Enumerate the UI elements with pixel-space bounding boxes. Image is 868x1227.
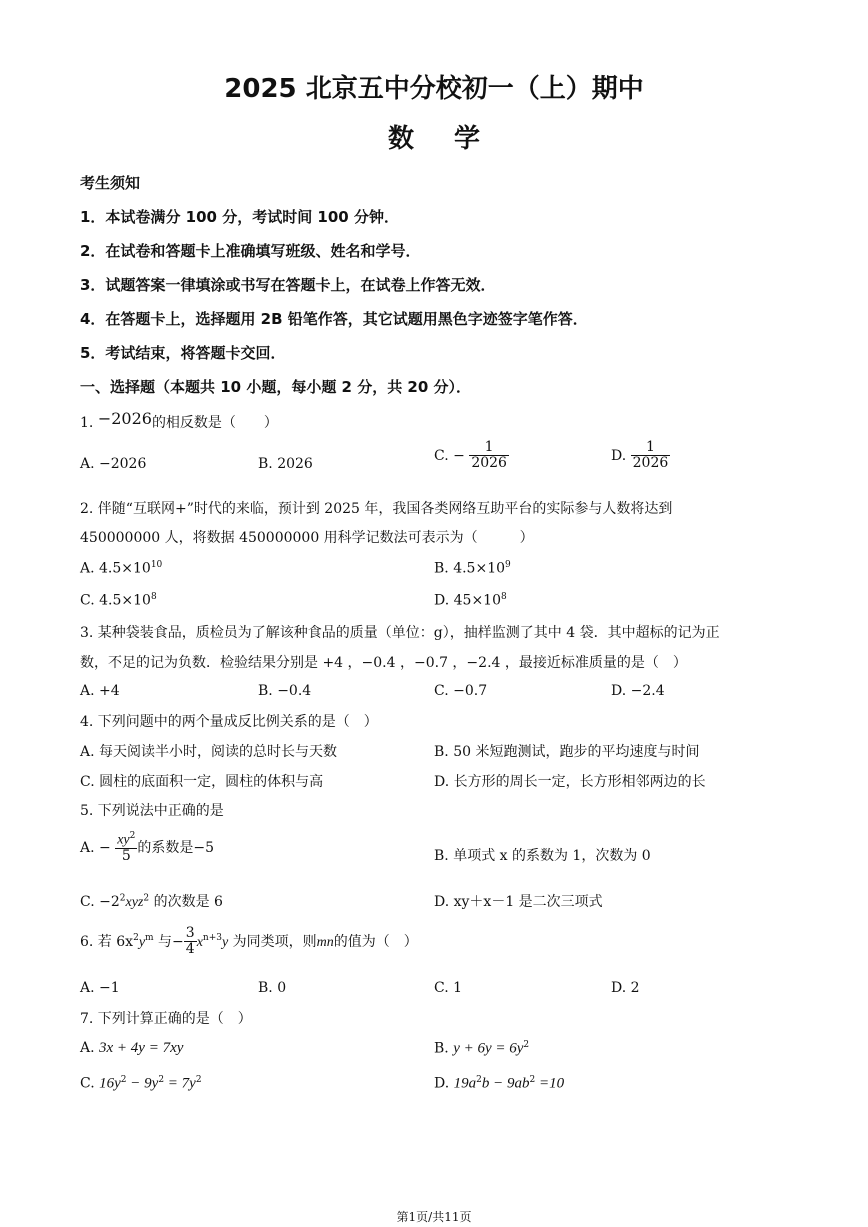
exponent: 2 bbox=[529, 1075, 536, 1085]
denominator: 2026 bbox=[471, 455, 507, 472]
option-label: C. bbox=[80, 592, 95, 609]
option-label: B. bbox=[434, 560, 449, 577]
question-1-stem bbox=[80, 409, 278, 432]
math-expr: 4.5×10 bbox=[99, 592, 151, 609]
notice-item: 1．本试卷满分 100 分，考试时间 100 分钟． bbox=[80, 208, 399, 226]
exponent: 10 bbox=[150, 560, 163, 570]
math-expr: y + 6y = 6y bbox=[453, 1040, 524, 1057]
option-text: 的次数是 6 bbox=[153, 894, 223, 910]
option-a bbox=[80, 560, 162, 577]
exponent: 2 bbox=[523, 1040, 530, 1050]
question-3-line1: 3. 某种袋装食品，质检员为了解该种食品的质量（单位：g），抽样监测了其中 4 袋．其中超标的记为正 bbox=[80, 625, 720, 641]
question-text: 与 bbox=[158, 933, 173, 950]
numerator: 1 bbox=[469, 440, 509, 456]
variable: mn bbox=[316, 934, 334, 950]
question-3-line2: 数，不足的记为负数．检验结果分别是 +4 ，−0.4 ，−0.7 ，−2.4 ，最接近标准质量的是（ ） bbox=[80, 655, 687, 671]
option-text: 的系数是−5 bbox=[137, 840, 215, 857]
fraction bbox=[115, 832, 137, 864]
question-number: 1. bbox=[80, 415, 94, 431]
option-a: A. +4 bbox=[80, 683, 120, 699]
option-d: D. 2 bbox=[611, 980, 640, 996]
exponent: 2 bbox=[143, 893, 150, 904]
notice-item: 5．考试结束，将答题卡交回． bbox=[80, 344, 286, 362]
option-label: C. bbox=[434, 447, 449, 464]
question-text: 为同类项，则 bbox=[232, 933, 317, 950]
option-d: D. −2.4 bbox=[611, 683, 665, 699]
option-c bbox=[434, 440, 509, 472]
option-d: D. xy＋x－1 是二次三项式 bbox=[434, 894, 603, 910]
math-expr: b − 9ab bbox=[481, 1075, 530, 1092]
question-4-stem: 4. 下列问题中的两个量成反比例关系的是（ ） bbox=[80, 714, 378, 730]
option-label: D. bbox=[611, 447, 627, 464]
option-label: D. bbox=[434, 1075, 450, 1092]
numerator: 3 bbox=[185, 925, 195, 941]
notice-item: 3．试题答案一律填涂或书写在答题卡上，在试卷上作答无效． bbox=[80, 276, 496, 294]
exponent: 2 bbox=[133, 933, 139, 944]
question-text: 的值为（ ） bbox=[333, 933, 418, 950]
option-label: B. bbox=[434, 1040, 449, 1057]
math-expr: 19a bbox=[453, 1075, 477, 1092]
math-expr: 4.5×10 bbox=[99, 560, 151, 577]
exponent: 2 bbox=[158, 1075, 165, 1085]
exponent: 8 bbox=[501, 592, 507, 602]
exponent: 2 bbox=[195, 1075, 202, 1085]
math-sign: − bbox=[453, 447, 465, 464]
exponent: 2 bbox=[476, 1075, 482, 1085]
question-2-line2: 450000000 人，将数据 450000000 用科学记数法可表示为（ ） bbox=[80, 530, 534, 546]
option-c: C. 圆柱的底面积一定，圆柱的体积与高 bbox=[80, 774, 324, 790]
option-a: A. −1 bbox=[80, 980, 120, 996]
option-b: B. −0.4 bbox=[258, 683, 312, 699]
exponent: 2 bbox=[119, 893, 126, 904]
question-text: 6. 若 bbox=[80, 933, 112, 950]
variable: xy bbox=[117, 832, 130, 848]
option-b: B. 0 bbox=[258, 980, 287, 996]
variable: x bbox=[196, 934, 203, 950]
option-label: A. bbox=[80, 840, 95, 857]
question-6-stem bbox=[80, 926, 418, 958]
question-7-stem: 7. 下列计算正确的是（ ） bbox=[80, 1011, 252, 1027]
math-expr: = 7y bbox=[164, 1075, 196, 1092]
option-b bbox=[434, 1040, 529, 1058]
notice-item: 2．在试卷和答题卡上准确填写班级、姓名和学号． bbox=[80, 242, 421, 260]
math-expr: 4.5×10 bbox=[453, 560, 506, 577]
option-a bbox=[80, 1040, 183, 1057]
option-a: A. −2026 bbox=[80, 456, 147, 472]
exponent: 2 bbox=[129, 831, 136, 841]
option-d bbox=[434, 592, 507, 609]
option-a bbox=[80, 832, 214, 864]
option-label: C. bbox=[80, 894, 95, 910]
option-c bbox=[80, 592, 157, 609]
math-coef: −2 bbox=[99, 894, 120, 910]
numerator bbox=[115, 832, 137, 849]
exam-title: 2025 北京五中分校初一（上）期中 bbox=[224, 74, 644, 104]
option-b: B. 2026 bbox=[258, 456, 313, 472]
fraction bbox=[631, 440, 671, 472]
subject-title: 数学 bbox=[387, 124, 520, 154]
variable: y bbox=[138, 934, 146, 950]
variable: xyz bbox=[125, 895, 144, 910]
option-d bbox=[434, 1075, 564, 1093]
option-d bbox=[611, 440, 670, 472]
option-c bbox=[80, 1075, 202, 1093]
question-text: 的相反数是（ ） bbox=[151, 415, 278, 431]
option-label: A. bbox=[80, 1040, 95, 1056]
option-b: B. 50 米短跑测试，跑步的平均速度与时间 bbox=[434, 744, 700, 760]
option-label: D. bbox=[434, 592, 450, 609]
math-expr: =10 bbox=[535, 1075, 565, 1092]
math-sign: − bbox=[99, 840, 111, 857]
fraction bbox=[184, 926, 197, 958]
exponent: n+3 bbox=[202, 933, 222, 944]
math-expr: 45×10 bbox=[453, 592, 501, 609]
denominator: 4 bbox=[185, 941, 195, 958]
exponent: 2 bbox=[120, 1075, 127, 1085]
math-expr: − 9y bbox=[126, 1075, 159, 1092]
option-label: C. bbox=[80, 1075, 95, 1092]
math-sign: − bbox=[172, 933, 184, 950]
exponent: 9 bbox=[505, 560, 511, 570]
notice-heading: 考生须知 bbox=[80, 174, 141, 192]
math-expr: 16y bbox=[99, 1075, 121, 1092]
variable: y bbox=[221, 934, 229, 950]
option-a: A. 每天阅读半小时，阅读的总时长与天数 bbox=[80, 744, 338, 760]
question-5-stem: 5. 下列说法中正确的是 bbox=[80, 803, 224, 819]
option-c: C. −0.7 bbox=[434, 683, 488, 699]
fraction bbox=[469, 440, 509, 472]
section-heading: 一、选择题（本题共 10 小题，每小题 2 分，共 20 分）． bbox=[80, 378, 472, 396]
math-expr: 3x + 4y = 7xy bbox=[99, 1040, 184, 1056]
option-label: A. bbox=[80, 560, 95, 577]
option-d: D. 长方形的周长一定，长方形相邻两边的长 bbox=[434, 774, 706, 790]
denominator: 2026 bbox=[632, 455, 669, 472]
option-b: B. 单项式 x 的系数为 1，次数为 0 bbox=[434, 848, 651, 864]
numerator: 1 bbox=[631, 440, 671, 456]
option-c: C. 1 bbox=[434, 980, 463, 996]
math-expr: −2026 bbox=[97, 409, 152, 428]
question-2-line1: 2. 伴随“互联网+”时代的来临，预计到 2025 年，我国各类网络互助平台的实际参与人数将达到 bbox=[80, 501, 673, 517]
option-b bbox=[434, 560, 511, 577]
option-c bbox=[80, 891, 223, 911]
page-number: 第1页/共11页 bbox=[396, 1210, 472, 1224]
exponent: m bbox=[145, 933, 154, 944]
denominator: 5 bbox=[121, 848, 131, 865]
notice-item: 4．在答题卡上，选择题用 2B 铅笔作答，其它试题用黑色字迹签字笔作答． bbox=[80, 310, 588, 328]
math-term: 6x bbox=[116, 933, 134, 950]
exponent: 8 bbox=[150, 592, 157, 602]
